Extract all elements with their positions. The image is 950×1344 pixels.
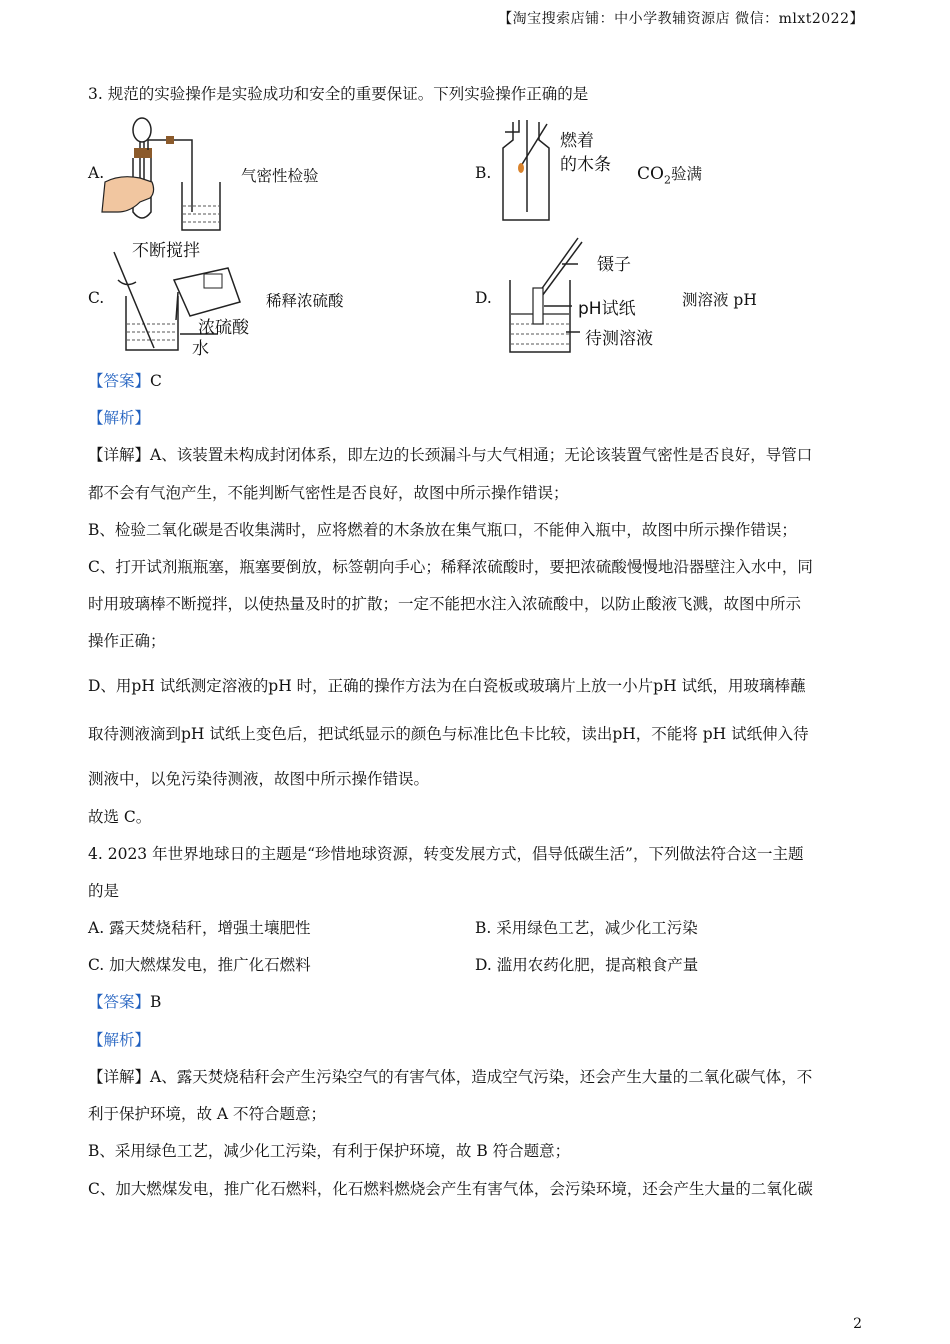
q3-conclusion: 故选 C。 [88, 808, 152, 826]
q3-option-c-caption: 稀释浓硫酸 [266, 292, 344, 310]
q3-option-c-label-water: 水 [192, 339, 209, 359]
q4-detail-line-1: 【详解】A、露天焚烧秸秆会产生污染空气的有害气体，造成空气污染，还会产生大量的二氧化碳气体，不 [88, 1068, 813, 1086]
q3-detail-line-5: 时用玻璃棒不断搅拌，以使热量及时的扩散；一定不能把水注入浓硫酸中，以防止酸液飞溅，故图中所示 [88, 595, 802, 613]
q4-analysis-tag: 【解析】 [88, 1031, 151, 1049]
q4-detail-line-2: 利于保护环境，故 A 不符合题意； [88, 1105, 327, 1123]
q3-option-d-label-ph-paper: pH试纸 [578, 299, 636, 319]
q3-detail-line-8: 取待测液滴到pH 试纸上变色后，把试纸显示的颜色与标准比色卡比较，读出pH，不能将 pH 试纸伸入待 [88, 725, 809, 743]
co2-full-check-diagram [497, 120, 562, 224]
q4-stem-line-2: 的是 [88, 882, 120, 900]
q3-option-b-label-burning: 燃着 [560, 131, 594, 151]
q4-option-d: D. 滥用农药化肥，提高粮食产量 [475, 956, 699, 974]
q3-option-b-caption: $CO_2$验满 [637, 164, 702, 187]
q3-detail-line-6: 操作正确； [88, 632, 166, 650]
q3-detail-line-9: 测液中，以免污染待测液，故图中所示操作错误。 [88, 770, 430, 788]
page-number: 2 [853, 1316, 862, 1332]
q3-answer: 【答案】C [88, 372, 162, 390]
q3-detail-line-3: B、检验二氧化碳是否收集满时，应将燃着的木条放在集气瓶口，不能伸入瓶中，故图中所示操作错误； [88, 521, 797, 539]
q4-stem-line-1: 4. 2023 年世界地球日的主题是“珍惜地球资源，转变发展方式，倡导低碳生活”，下列做法符合这一主题 [88, 845, 804, 863]
q3-option-b-letter: B. [475, 164, 492, 182]
q3-option-d-caption: 测溶液 pH [682, 291, 757, 309]
q3-option-c-label-stir: 不断搅拌 [132, 241, 200, 261]
q4-option-c: C. 加大燃煤发电，推广化石燃料 [88, 956, 311, 974]
q3-option-a-caption: 气密性检验 [241, 167, 319, 185]
q3-option-c-label-acid: 浓硫酸 [198, 318, 249, 338]
dilute-sulfuric-acid-diagram [108, 250, 258, 360]
q4-detail-line-3: B、采用绿色工艺，减少化工污染，有利于保护环境，故 B 符合题意； [88, 1142, 571, 1160]
q3-detail-line-7: D、用pH 试纸测定溶液的pH 时，正确的操作方法为在白瓷板或玻璃片上放一小片pH 试纸，用玻璃棒蘸 [88, 677, 806, 695]
q4-option-b: B. 采用绿色工艺，减少化工污染 [475, 919, 698, 937]
q3-analysis-tag: 【解析】 [88, 409, 151, 427]
q3-option-c-letter: C. [88, 289, 105, 307]
q3-detail-line-4: C、打开试剂瓶瓶塞，瓶塞要倒放，标签朝向手心；稀释浓硫酸时，要把浓硫酸慢慢地沿器壁注入水中，同 [88, 558, 813, 576]
q3-stem: 3. 规范的实验操作是实验成功和安全的重要保证。下列实验操作正确的是 [88, 85, 589, 103]
q3-option-d-letter: D. [475, 289, 492, 307]
q3-option-a-letter: A. [88, 164, 105, 182]
header-shop-info: 【淘宝搜索店铺：中小学教辅资源店 微信：mlxt2022】 [498, 11, 864, 27]
q4-detail-line-4: C、加大燃煤发电，推广化石燃料，化石燃料燃烧会产生有害气体，会污染环境，还会产生大量的二氧化碳 [88, 1180, 813, 1198]
measure-ph-diagram [500, 234, 590, 358]
q3-option-d-label-solution: 待测溶液 [585, 329, 653, 349]
q4-option-a: A. 露天焚烧秸秆，增强土壤肥性 [88, 919, 311, 937]
q3-detail-line-2: 都不会有气泡产生，不能判断气密性是否良好，故图中所示操作错误； [88, 484, 569, 502]
q3-detail-line-1: 【详解】A、该装置未构成封闭体系，即左边的长颈漏斗与大气相通；无论该装置气密性是否良好，导管口 [88, 446, 813, 464]
q4-answer: 【答案】B [88, 993, 162, 1011]
q3-option-b-label-stick: 的木条 [560, 155, 611, 175]
airtightness-check-diagram [100, 112, 230, 232]
q3-option-d-label-tweezers: 镊子 [597, 255, 631, 275]
